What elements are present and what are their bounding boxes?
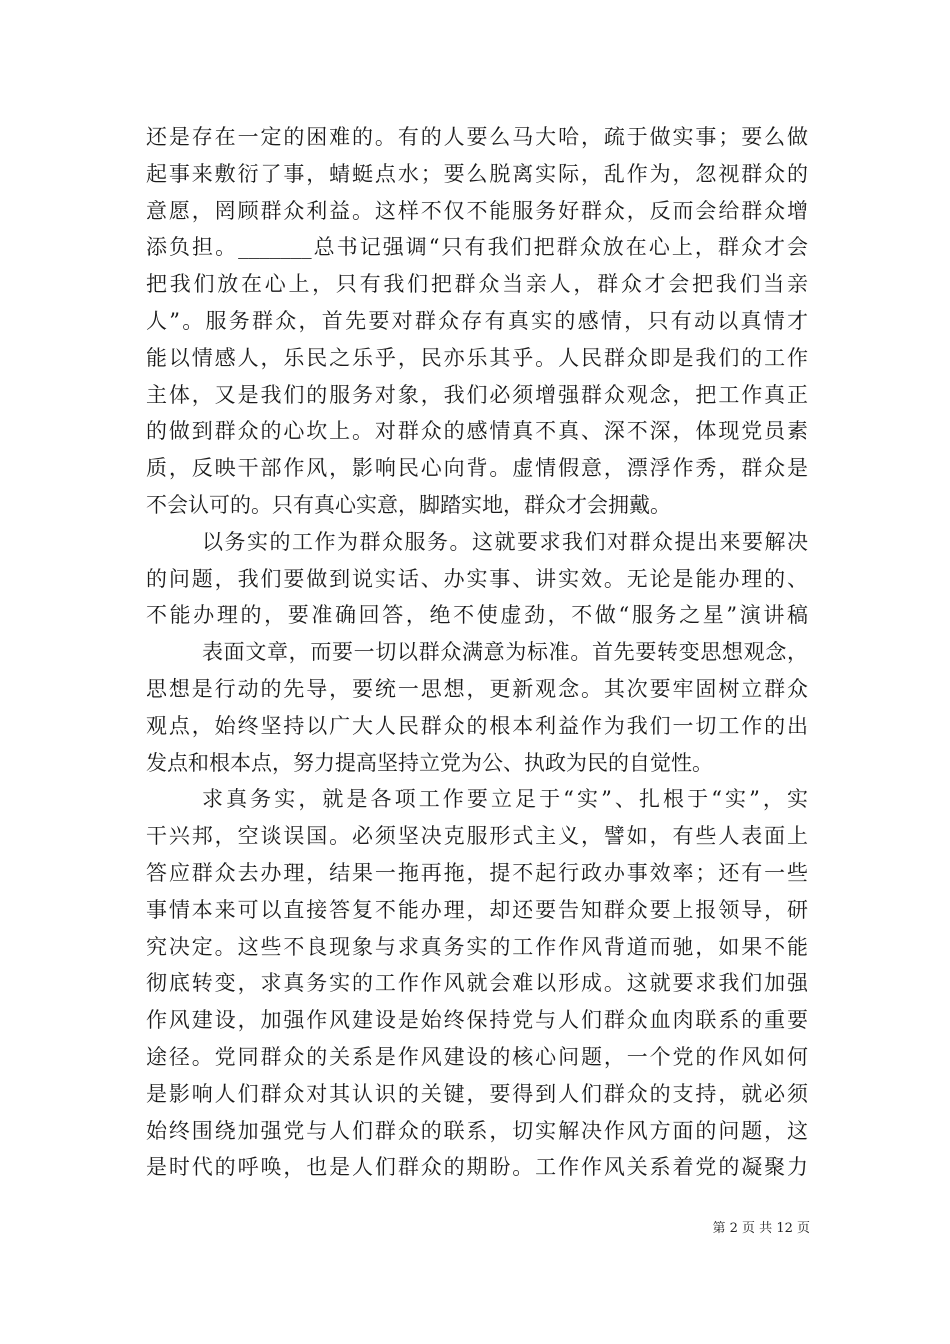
body-text: [146, 119, 808, 1186]
text-line: 事情本来可以直接答复不能办理，却还要告知群众要上报领导，研: [146, 897, 808, 922]
text-line-paragraph-start: 表面文章，而要一切以群众满意为标准。首先要转变思想观念，: [202, 640, 808, 665]
text-line: 起事来敷衍了事，蜻蜓点水；要么脱离实际，乱作为，忽视群众的: [146, 161, 808, 186]
text-line-paragraph-end: 发点和根本点，努力提高坚持立党为公、执政为民的自觉性。: [146, 750, 713, 775]
text-line: 究决定。这些不良现象与求真务实的工作作风背道而驰，如果不能: [146, 934, 808, 959]
text-line: 途径。党同群众的关系是作风建设的核心问题，一个党的作风如何: [146, 1044, 808, 1069]
page-number: 第 2 页 共 12 页: [712, 1221, 810, 1236]
text-line-paragraph-end: 不能办理的，要准确回答，绝不使虚劲，不做“服务之星”演讲稿: [146, 603, 808, 628]
text-line: 观点，始终坚持以广大人民群众的根本利益作为我们一切工作的出: [146, 713, 808, 738]
text-line-paragraph-end: 不会认可的。只有真心实意，脚踏实地，群众才会拥戴。: [146, 492, 671, 517]
text-line: 作风建设，加强作风建设是始终保持党与人们群众血肉联系的重要: [146, 1008, 808, 1033]
text-line: 能以情感人，乐民之乐乎，民亦乐其乎。人民群众即是我们的工作: [146, 345, 808, 370]
text-line-paragraph-start: 求真务实，就是各项工作要立足于“实”、扎根于“实”，实: [202, 787, 808, 812]
text-line: 主体，又是我们的服务对象，我们必须增强群众观念，把工作真正: [146, 382, 808, 407]
text-line: 添负担。_______总书记强调“只有我们把群众放在心上，群众才会: [146, 235, 808, 260]
text-line: 的做到群众的心坎上。对群众的感情真不真、深不深，体现党员素: [146, 419, 808, 444]
text-line: 始终围绕加强党与人们群众的联系，切实解决作风方面的问题，这: [146, 1118, 808, 1143]
text-line: 人”。服务群众，首先要对群众存有真实的感情，只有动以真情才: [146, 308, 808, 333]
text-line: 是时代的呼唤，也是人们群众的期盼。工作作风关系着党的凝聚力: [146, 1155, 808, 1180]
text-line: 干兴邦，空谈误国。必须坚决克服形式主义，譬如，有些人表面上: [146, 824, 808, 849]
text-line: 思想是行动的先导，要统一思想，更新观念。其次要牢固树立群众: [146, 676, 808, 701]
text-line: 彻底转变，求真务实的工作作风就会难以形成。这就要求我们加强: [146, 971, 808, 996]
text-line: 意愿，罔顾群众利益。这样不仅不能服务好群众，反而会给群众增: [146, 198, 808, 223]
text-line: 还是存在一定的困难的。有的人要么马大哈，疏于做实事；要么做: [146, 125, 808, 149]
text-line: 质，反映干部作风，影响民心向背。虚情假意，漂浮作秀，群众是: [146, 456, 808, 481]
text-line-paragraph-start: 以务实的工作为群众服务。这就要求我们对群众提出来要解决: [202, 529, 808, 554]
text-line: 答应群众去办理，结果一拖再拖，提不起行政办事效率；还有一些: [146, 860, 808, 885]
text-line: 把我们放在心上，只有我们把群众当亲人，群众才会把我们当亲: [146, 272, 808, 297]
text-line: 是影响人们群众对其认识的关键，要得到人们群众的支持，就必须: [146, 1081, 808, 1106]
text-line: 的问题，我们要做到说实话、办实事、讲实效。无论是能办理的、: [146, 566, 808, 591]
